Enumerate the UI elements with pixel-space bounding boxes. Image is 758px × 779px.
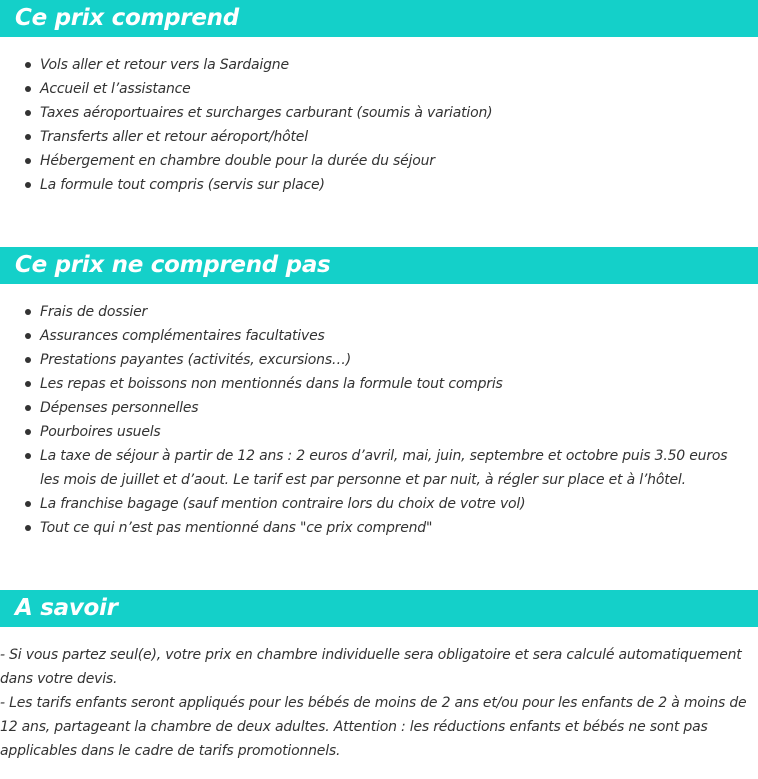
list-item: Hébergement en chambre double pour la durée du séjour [0, 149, 758, 173]
list-item: Les repas et boissons non mentionnés dans la formule tout compris [0, 372, 758, 396]
list-item: Pourboires usuels [0, 420, 758, 444]
section-heading-good-to-know: A savoir [0, 590, 758, 627]
section-good-to-know [0, 590, 758, 763]
list-item: Taxes aéroportuaires et surcharges carburant (soumis à variation) [0, 101, 758, 125]
not-included-list [0, 300, 758, 540]
list-item: La franchise bagage (sauf mention contraire lors du choix de votre vol) [0, 492, 758, 516]
info-paragraph: - Si vous partez seul(e), votre prix en chambre individuelle sera obligatoire et sera calculé automatiquement dans votre devis. [0, 647, 742, 687]
info-paragraph: - Les tarifs enfants seront appliqués pour les bébés de moins de 2 ans et/ou pour les enfants de 2 à moins de 12 ans, partageant la chambre de deux adultes. Attention : les réductions enfants et bébés ne sont pas applicables dans le cadre de tarifs promotionnels. [0, 695, 747, 759]
included-list [0, 53, 758, 197]
list-item: Prestations payantes (activités, excursions…) [0, 348, 758, 372]
list-item: La taxe de séjour à partir de 12 ans : 2 euros d’avril, mai, juin, septembre et octobre puis 3.50 euros les mois de juillet et d’aout. Le tarif est par personne et par nuit, à régler sur place et à l’hôtel. [0, 444, 758, 492]
list-item: Accueil et l’assistance [0, 77, 758, 101]
list-item: Tout ce qui n’est pas mentionné dans "ce prix comprend" [0, 516, 758, 540]
good-to-know-text [0, 643, 758, 763]
list-item: Frais de dossier [0, 300, 758, 324]
list-item: Transferts aller et retour aéroport/hôtel [0, 125, 758, 149]
list-item: Vols aller et retour vers la Sardaigne [0, 53, 758, 77]
section-included [0, 0, 758, 197]
list-item: Assurances complémentaires facultatives [0, 324, 758, 348]
section-heading-not-included: Ce prix ne comprend pas [0, 247, 758, 284]
list-item: Dépenses personnelles [0, 396, 758, 420]
section-heading-included: Ce prix comprend [0, 0, 758, 37]
section-not-included [0, 247, 758, 540]
list-item: La formule tout compris (servis sur place) [0, 173, 758, 197]
